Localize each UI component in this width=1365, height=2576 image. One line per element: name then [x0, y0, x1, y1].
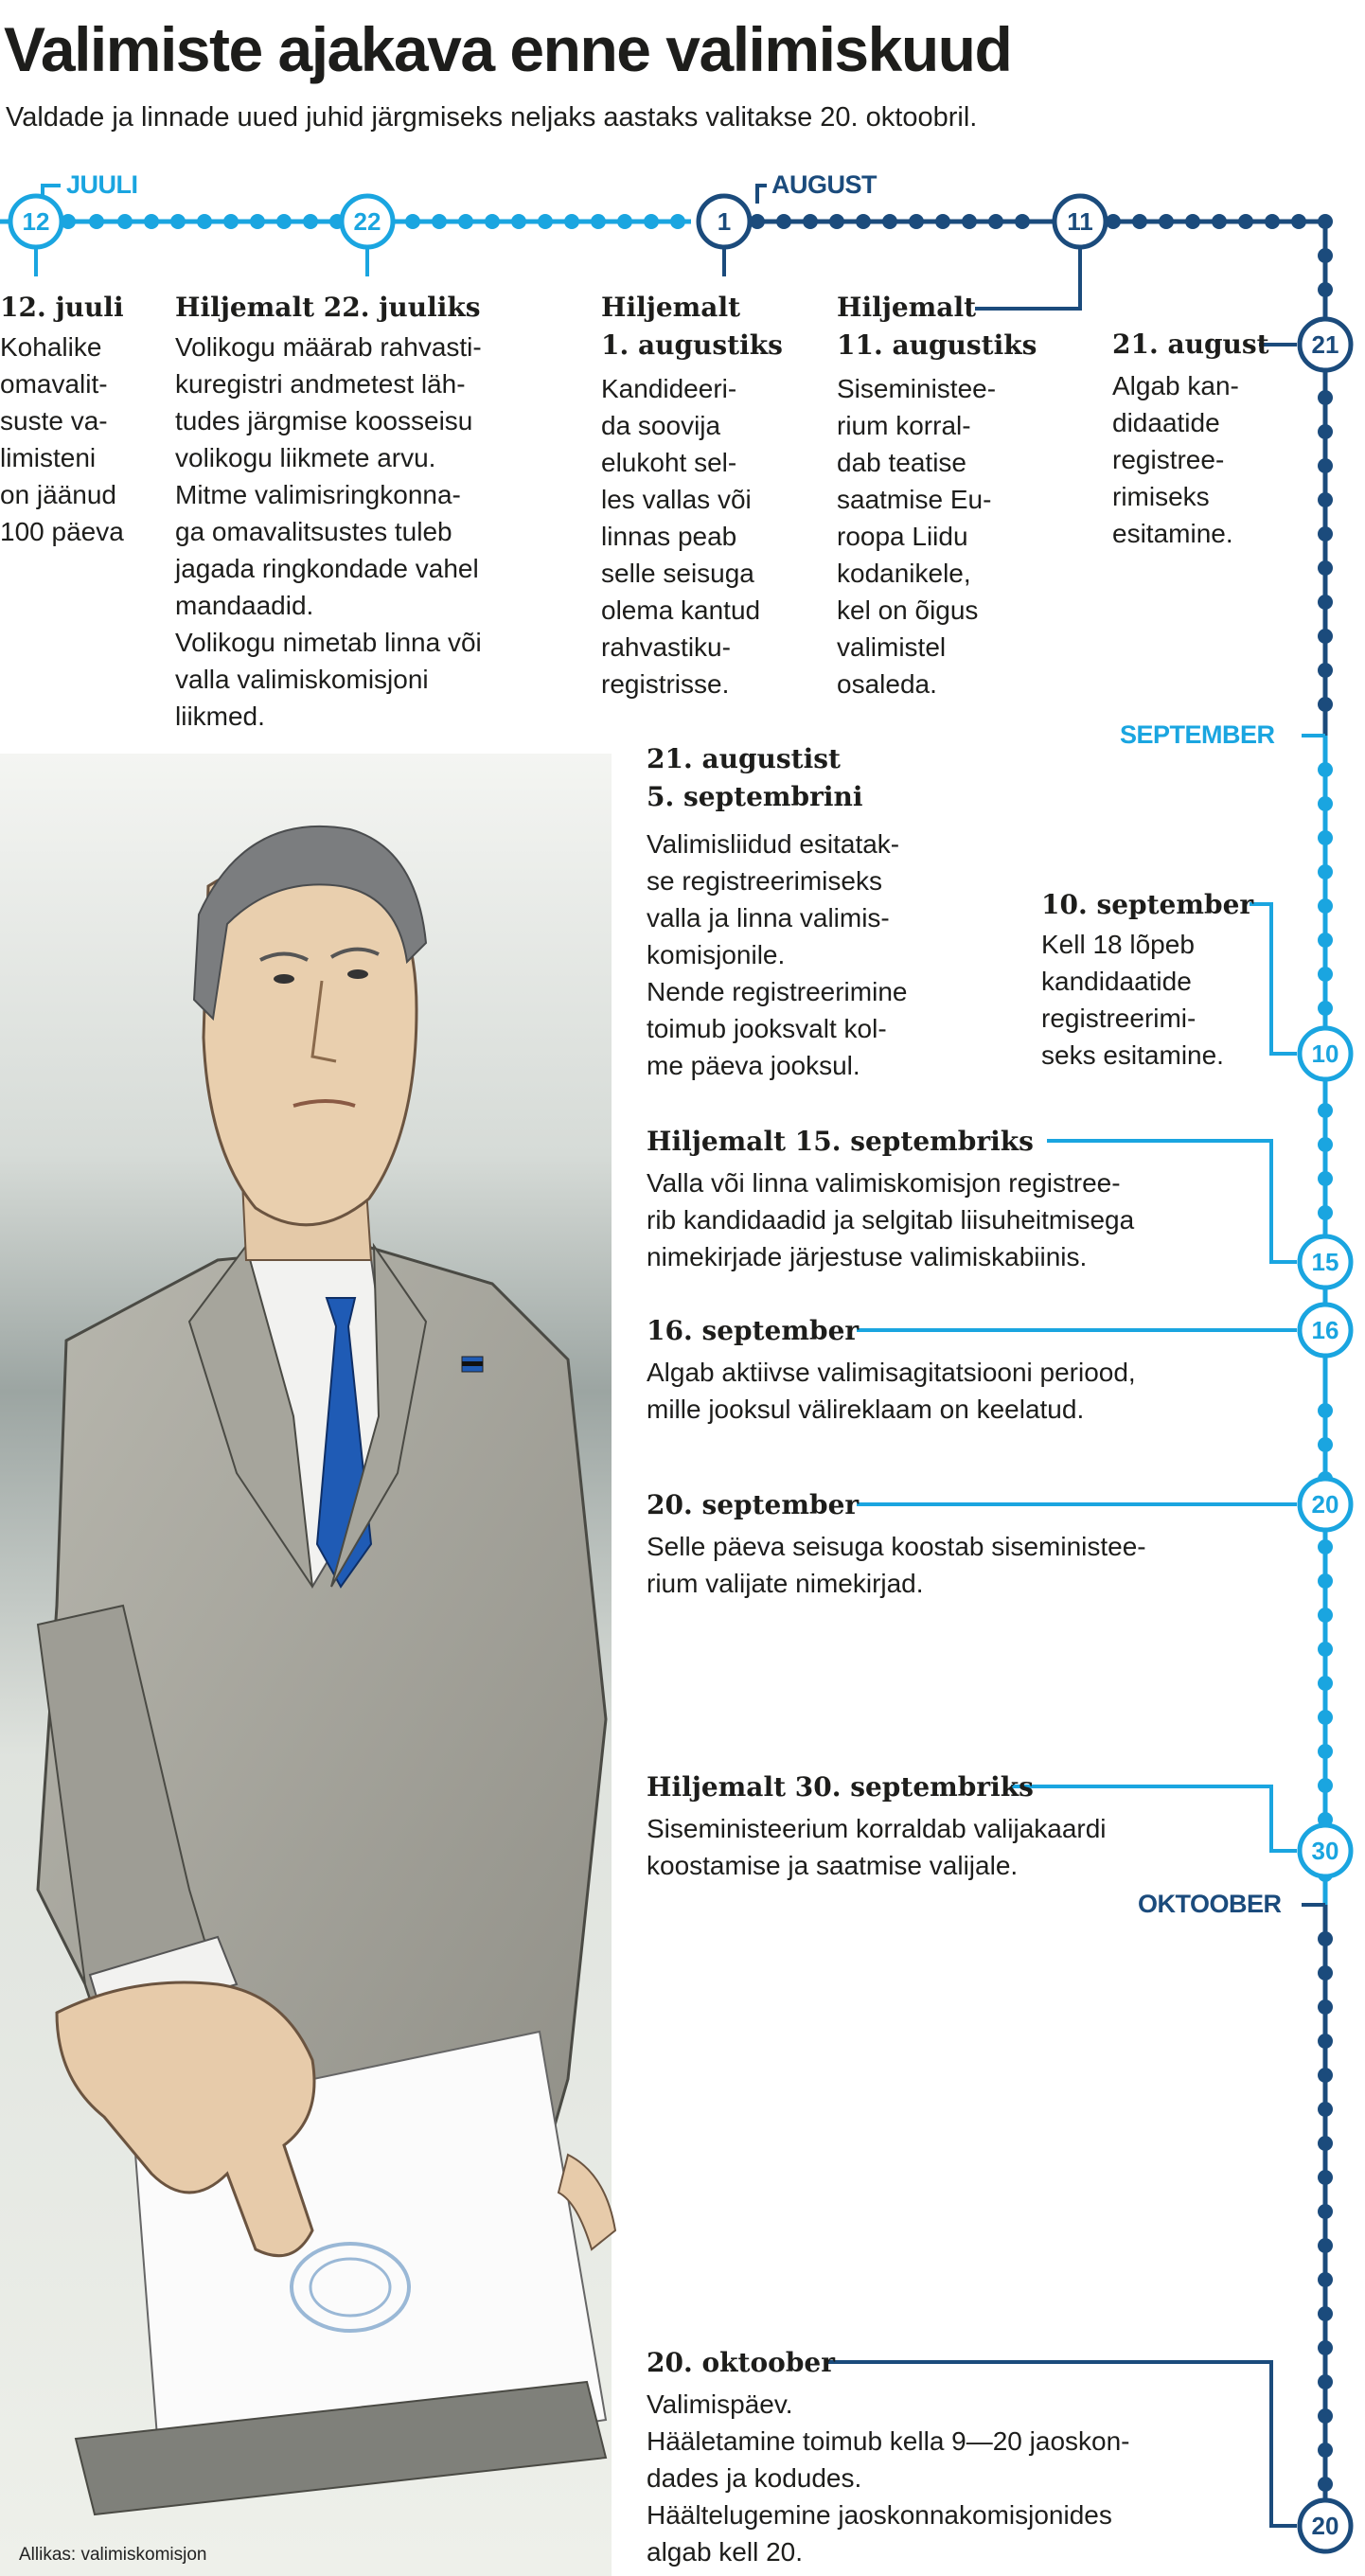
date-label: 20 [1311, 2512, 1339, 2540]
event-body: Algab aktiivse valimisagitatsiooni periood, mille jooksul välireklaam on keelatud. [647, 1358, 1136, 1424]
date-circle-jul-22 [342, 196, 393, 247]
date-label: 10 [1311, 1039, 1339, 1068]
event-body: Kandideeri- da soovija elukoht sel- les vallas või linnas peab selle seisuga olema kantud rahvastiku- registrisse. [601, 374, 761, 699]
event-heading: 20. oktoober [647, 2347, 835, 2378]
date-circle-aug-21 [1300, 319, 1351, 370]
date-circle-aug-11 [1055, 196, 1106, 247]
subtitle: Valdade ja linnade uued juhid järgmiseks neljaks aastaks valitakse 20. oktoobril. [6, 102, 978, 133]
event-heading: Hiljemalt 1. augustiks [601, 292, 783, 361]
event-aug-1 [601, 289, 783, 702]
month-label-july: JUULI [66, 170, 138, 199]
event-body: Algab kan- didaatide registree- rimiseks esitamine. [1112, 371, 1239, 548]
event-heading: 12. juuli [0, 292, 124, 323]
event-jul-12 [0, 289, 124, 550]
date-circle-sep-10 [1300, 1028, 1351, 1079]
date-circle-sep-16 [1300, 1305, 1351, 1356]
event-oct-20 [647, 2344, 1130, 2570]
event-body: Valimispäev. Hääletamine toimub kella 9—20 jaoskon- dades ja kodudes. Häältelugemine jaoskonnakomisjonides algab kell 20. [647, 2389, 1130, 2567]
date-label: 15 [1311, 1248, 1339, 1276]
date-circle-sep-15 [1300, 1236, 1351, 1288]
event-heading: Hiljemalt 11. augustiks [837, 292, 1037, 361]
event-sep-16 [647, 1312, 1136, 1428]
date-circle-oct-20 [1300, 2500, 1351, 2551]
event-sep-20 [647, 1486, 1146, 1602]
event-body: Valla või linna valimiskomisjon registree- rib kandidaadid ja selgitab liisuheitmisega nimekirjade järjestuse valimiskabiinis. [647, 1168, 1135, 1271]
date-label: 16 [1311, 1316, 1339, 1344]
date-label: 22 [353, 207, 381, 236]
date-circle-jul-12 [10, 196, 62, 247]
event-aug-11 [837, 289, 1037, 702]
date-label: 11 [1067, 207, 1093, 236]
event-heading: 10. september [1041, 889, 1254, 920]
event-sep-15 [647, 1123, 1134, 1275]
event-heading: 21. augustist 5. septembrini [647, 743, 863, 812]
event-heading: 16. september [647, 1315, 860, 1346]
event-heading: Hiljemalt 15. septembriks [647, 1126, 1034, 1157]
month-label-october: OKTOOBER [1138, 1890, 1282, 1918]
date-circle-sep-30 [1300, 1825, 1351, 1876]
event-body: Selle päeva seisuga koostab siseministee- rium valijate nimekirjad. [647, 1532, 1146, 1598]
page-title: Valimiste ajakava enne valimiskuud [4, 14, 1012, 84]
event-heading: Hiljemalt 30. septembriks [647, 1771, 1034, 1803]
event-body: Valimisliidud esitatak- se registreerimiseks valla ja linna valimis- komisjonile. Nende registreerimine toimub jooksvalt kol- me päeva jooksul. [647, 829, 908, 1080]
date-circle-aug-1 [699, 196, 750, 247]
event-body: Siseministee- rium korral- dab teatise saatmise Eu- roopa Liidu kodanikele, kel on õigus valimistel osaleda. [837, 374, 997, 699]
event-sep-30 [647, 1768, 1107, 1884]
month-label-august: AUGUST [771, 170, 877, 199]
date-label: 21 [1311, 330, 1339, 359]
date-label: 12 [22, 207, 50, 236]
month-label-september: SEPTEMBER [1120, 720, 1275, 749]
event-body: Kell 18 lõpeb kandidaatide registreerimi- seks esitamine. [1041, 930, 1224, 1070]
event-heading: 20. september [647, 1489, 860, 1520]
event-sep-10 [1041, 886, 1253, 1074]
event-heading: 21. august [1112, 329, 1269, 360]
event-heading: Hiljemalt 22. juuliks [175, 292, 481, 323]
event-aug21-sep5 [647, 740, 907, 1084]
date-circle-sep-20 [1300, 1479, 1351, 1530]
event-body: Kohalike omavalit- suste va- limisteni on jäänud 100 päeva [0, 332, 124, 546]
event-body: Siseministeerium korraldab valijakaardi koostamise ja saatmise valijale. [647, 1814, 1107, 1880]
august-tick [757, 186, 767, 204]
date-label: 30 [1311, 1837, 1339, 1865]
event-body: Volikogu määrab rahvasti- kuregistri andmetest läh- tudes järgmise koosseisu volikogu liikmete arvu. Mitme valimisringkonna- ga omavalitsustes tuleb jagada ringkondade vahel mandaadid. Volikogu nimetab linna või valla valimiskomisjoni liikmed. [175, 332, 482, 731]
date-label: 20 [1311, 1490, 1339, 1519]
event-aug-21 [1112, 326, 1269, 552]
event-jul-22 [175, 289, 482, 735]
source-credit: Allikas: valimiskomisjon [19, 2545, 207, 2565]
date-label: 1 [717, 207, 732, 236]
